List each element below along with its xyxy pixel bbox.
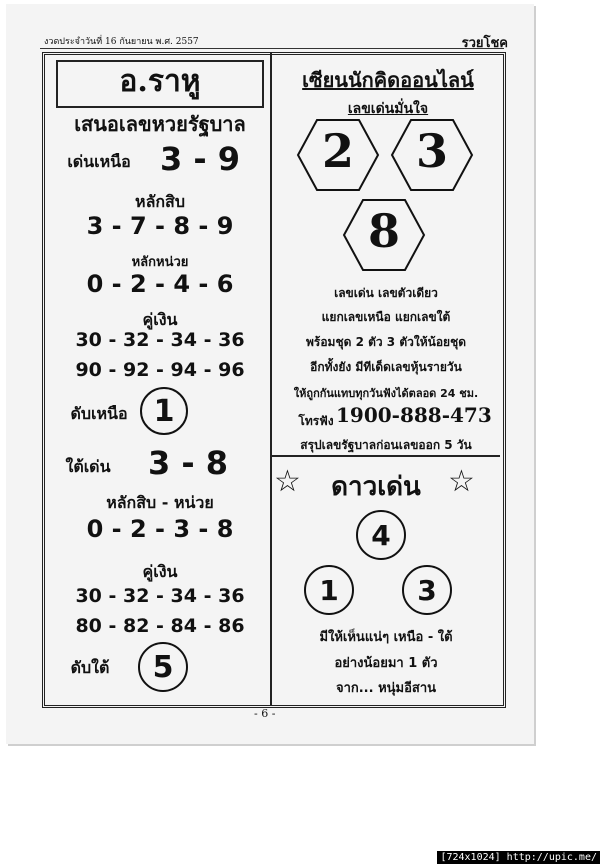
hex-number-3: 8 (367, 204, 400, 258)
star-line-1: มีให้เห็นแน่ๆ เหนือ - ใต้ (319, 630, 453, 645)
watermark: [724x1024] http://upic.me/ (437, 851, 600, 864)
tens-units-label: หลักสิบ - หน่วย (106, 493, 214, 512)
star-number-top: 4 (371, 518, 391, 552)
hex-number-2: 3 (415, 124, 448, 178)
units-value: 0 - 2 - 4 - 6 (86, 270, 234, 298)
tens-value: 3 - 7 - 8 - 9 (86, 212, 234, 240)
phone-label: โทรฟัง (298, 414, 334, 428)
dub-bottom-value: 5 (152, 649, 174, 685)
dub-bottom-label: ดับใต้ (70, 658, 110, 677)
right-section-divider (272, 455, 500, 457)
magazine-name: รวยโชค (461, 36, 508, 51)
bottom-value: 3 - 8 (147, 444, 229, 482)
info-line-1: เลขเด่น เลขตัวเดียว (334, 286, 438, 300)
right-title: เซียนนักคิดออนไลน์ (302, 68, 474, 92)
pairs-2-row2: 80 - 82 - 84 - 86 (75, 615, 245, 637)
hex-number-1: 2 (321, 124, 354, 178)
dub-top-circle (140, 387, 188, 435)
dub-bottom-circle (138, 642, 188, 692)
info-line-5: ให้ถูกกันแทบทุกวันฟังได้ตลอด 24 ชม. (293, 387, 479, 400)
pairs-2-row1: 30 - 32 - 34 - 36 (75, 585, 245, 607)
page-number: - 6 - (254, 707, 276, 720)
tens-label: หลักสิบ (135, 192, 185, 211)
star-line-2: อย่างน้อยมา 1 ตัว (334, 656, 438, 671)
top-label: เด่นเหนือ (67, 152, 131, 171)
pairs-label-2: คู่เงิน (142, 562, 178, 581)
top-value: 3 - 9 (159, 140, 241, 178)
dub-top-value: 1 (153, 393, 175, 429)
star-number-left: 1 (319, 573, 339, 607)
header-rule (40, 48, 504, 49)
star-circle-left (304, 565, 354, 615)
star-circle-right (402, 565, 452, 615)
phone-number: 1900-888-473 (336, 403, 492, 427)
left-subtitle: เสนอเลขหวยรัฐบาล (74, 112, 246, 136)
right-footer: สรุปเลขรัฐบาลก่อนเลขออก 5 วัน (300, 438, 472, 452)
star-line-3: จาก... หนุ่มอีสาน (335, 681, 437, 696)
issue-date: งวดประจำวันที่ 16 กันยายน พ.ศ. 2557 (44, 37, 199, 47)
info-line-4: อีกทั้งยัง มีทีเด็ดเลขหุ้นรายวัน (310, 360, 462, 374)
pairs-label-1: คู่เงิน (142, 310, 178, 329)
bottom-label: ใต้เด่น (65, 457, 111, 476)
info-line-3: พร้อมชุด 2 ตัว 3 ตัวให้น้อยชุด (305, 335, 467, 349)
star-circle-top (356, 510, 406, 560)
star-number-right: 3 (417, 573, 437, 607)
column-divider (270, 52, 272, 706)
info-line-2: แยกเลขเหนือ แยกเลขใต้ (321, 310, 451, 324)
star-right-icon: ☆ (448, 464, 475, 499)
pairs-1-row2: 90 - 92 - 94 - 96 (75, 359, 245, 381)
right-subtitle: เลขเด่นมั่นใจ (347, 101, 429, 117)
left-title: อ.ราหู (119, 64, 201, 99)
star-left-icon: ☆ (274, 464, 301, 499)
pairs-1-row1: 30 - 32 - 34 - 36 (75, 329, 245, 351)
dub-top-label: ดับเหนือ (70, 404, 128, 423)
tens-units-value: 0 - 2 - 3 - 8 (86, 515, 234, 543)
star-title: ดาวเด่น (331, 472, 421, 502)
units-label: หลักหน่วย (131, 255, 189, 270)
